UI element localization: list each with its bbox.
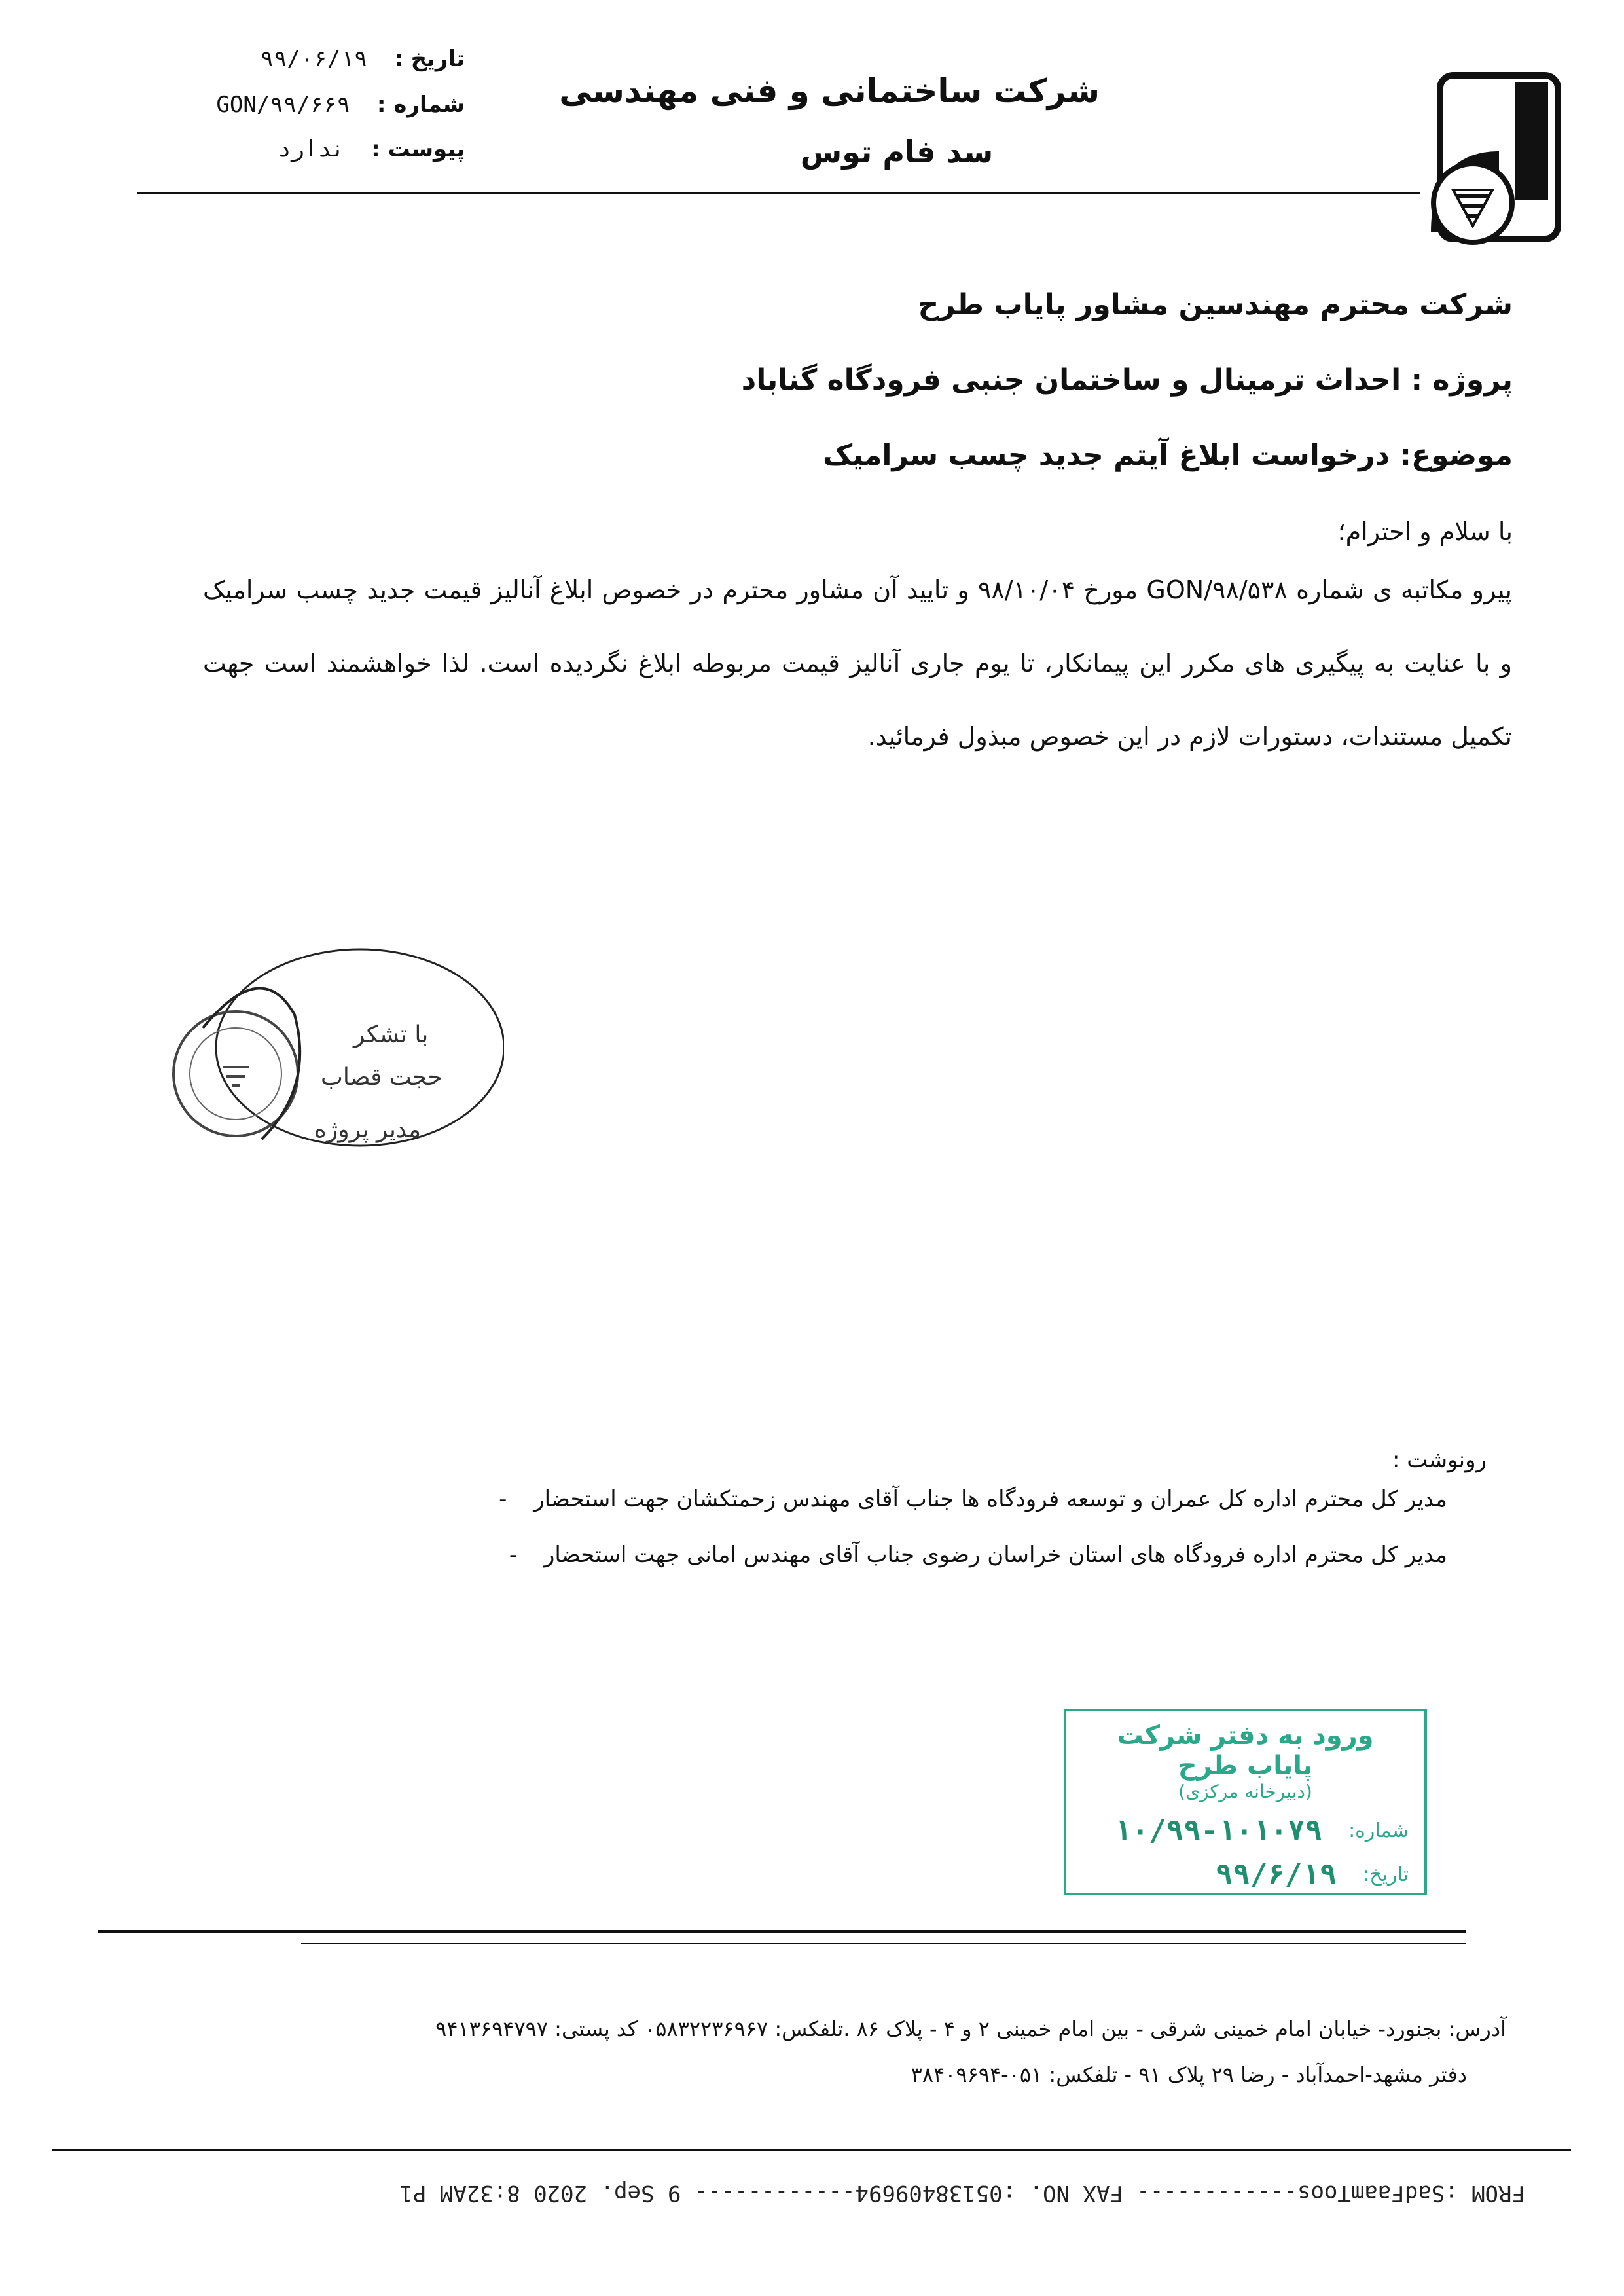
stamp-date-value: ۹۹/۶/۱۹ bbox=[1215, 1858, 1337, 1891]
stamp-title: ورود به دفتر شرکت پایاب طرح bbox=[1117, 1721, 1374, 1781]
header-number bbox=[190, 92, 465, 124]
cc-bullet: - bbox=[509, 1542, 518, 1568]
date-value: ۹۹/۰۶/۱۹ bbox=[260, 46, 368, 72]
cc-title: رونوشت : bbox=[1392, 1447, 1487, 1473]
company-logo bbox=[1401, 62, 1571, 252]
cc-item-text: مدیر کل محترم اداره کل عمران و توسعه فرودگاه ها جناب آقای مهندس زحمتکشان جهت استحضار bbox=[533, 1486, 1447, 1512]
greeting: با سلام و احترام؛ bbox=[1337, 517, 1513, 546]
project-line: پروژه : احداث ترمینال و ساختمان جنبی فرودگاه گناباد bbox=[741, 363, 1513, 397]
stamp-number-label: شماره: bbox=[1348, 1819, 1409, 1842]
footer-branch: دفتر مشهد-احمدآباد - رضا ۲۹ پلاک ۹۱ - تلفکس: ۰۵۱-۳۸۴۰۹۶۹۴ bbox=[911, 2062, 1467, 2087]
company-name: شرکت ساختمانی و فنی مهندسی bbox=[559, 72, 1100, 110]
fax-header: FROM :SadFaamToos------------ FAX NO. :05138409694------------ 9 Sep. 2020 8:32AM P1 bbox=[399, 2180, 1525, 2206]
stamp-number-row bbox=[1082, 1814, 1409, 1848]
signature-name: حجت قصاب bbox=[321, 1064, 442, 1091]
signature-block bbox=[164, 943, 504, 1178]
entry-stamp bbox=[1064, 1709, 1427, 1895]
cc-item-text: مدیر کل محترم اداره فرودگاه های استان خراسان رضوی جناب آقای مهندس امانی جهت استحضار bbox=[544, 1542, 1447, 1568]
signature-role: مدیر پروژه bbox=[314, 1116, 422, 1143]
cc-item bbox=[269, 1542, 1447, 1568]
footer-divider-top bbox=[98, 1930, 1466, 1933]
fax-divider bbox=[52, 2149, 1571, 2151]
header-date bbox=[190, 46, 465, 79]
stamp-number-value: ۱۰/۹۹-۱۰۱۰۷۹ bbox=[1114, 1814, 1323, 1848]
cc-item bbox=[269, 1486, 1447, 1512]
number-value: GON/۹۹/۶۶۹ bbox=[216, 92, 351, 118]
attachment-label: پیوست : bbox=[371, 136, 465, 162]
recipient: شرکت محترم مهندسین مشاور پایاب طرح bbox=[918, 288, 1513, 321]
company-subtitle: سد فام توس bbox=[800, 134, 994, 170]
header-attachment bbox=[190, 136, 465, 169]
date-label: تاریخ : bbox=[394, 46, 465, 72]
footer-divider-thin bbox=[301, 1943, 1466, 1944]
cc-bullet: - bbox=[499, 1486, 507, 1512]
logo-icon bbox=[1401, 62, 1571, 252]
attachment-value: ندارد bbox=[278, 136, 345, 162]
header-divider bbox=[137, 192, 1420, 194]
footer-address: آدرس: بجنورد- خیابان امام خمینی شرقی - بین امام خمینی ۲ و ۴ - پلاک ۸۶ .تلفکس: ۰۵۸۳۲۲۳۶۹۶۷ کد پستی: ۹۴۱۳۶۹۴۷۹۷ bbox=[435, 2016, 1506, 2041]
stamp-date-label: تاریخ: bbox=[1363, 1863, 1409, 1886]
subject-line: موضوع: درخواست ابلاغ آیتم جدید چسب سرامیک bbox=[823, 439, 1513, 472]
letter-body: پیرو مکاتبه ی شماره GON/۹۸/۵۳۸ مورخ ۹۸/۱۰/۰۴ و تایید آن مشاور محترم در خصوص ابلاغ آنالیز قیمت جدید چسب سرامیک و با عنایت به پیگیری های مکرر این پیمانکار، تا یوم جاری آنالیز قیمت مربوطه ابلاغ نگردیده است. لذا خواهشمند است جهت تکمیل مستندات، دستورات لازم در این خصوص مبذول فرمائید. bbox=[203, 575, 1512, 751]
stamp-date-row bbox=[1082, 1858, 1409, 1891]
number-label: شماره : bbox=[376, 92, 465, 118]
signature-thanks: با تشکر bbox=[353, 1021, 429, 1048]
stamp-subtitle: (دبیرخانه مرکزی) bbox=[1178, 1781, 1312, 1802]
signature-scribble-icon bbox=[164, 943, 504, 1178]
